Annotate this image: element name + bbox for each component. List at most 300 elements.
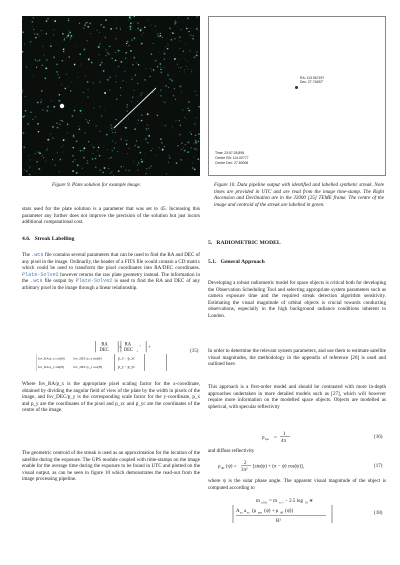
star [92, 82, 94, 84]
star [109, 90, 110, 91]
star [83, 157, 85, 159]
star [99, 32, 100, 33]
star [151, 166, 152, 167]
star [32, 119, 34, 121]
star [194, 56, 196, 58]
streak-marker [295, 86, 298, 89]
star [70, 90, 71, 91]
star [131, 79, 132, 80]
star [148, 20, 149, 21]
star [33, 76, 34, 77]
star [170, 28, 171, 29]
star [196, 28, 198, 30]
star [138, 64, 139, 65]
star [83, 147, 85, 149]
star [30, 160, 31, 161]
star [145, 138, 147, 140]
star [30, 112, 31, 113]
star [85, 76, 86, 77]
svg-text:[sin(ψ) + (π − ψ) cos(ψ)],: [sin(ψ) + (π − ψ) cos(ψ)], [253, 464, 304, 470]
star [59, 77, 60, 78]
star [187, 61, 188, 62]
star [43, 55, 44, 56]
star [137, 27, 139, 29]
star [158, 52, 159, 53]
star [180, 159, 182, 161]
star [174, 58, 176, 60]
svg-text:(ψ)): (ψ)) [285, 509, 294, 514]
star [89, 120, 90, 121]
star [37, 60, 39, 62]
star [81, 113, 82, 114]
star [189, 172, 190, 173]
star [193, 143, 194, 144]
left-paragraph-4: The geometric centroid of the streak is used as an approximation for the location of the satellite during the exposure. The GPS module coupled with time-stamps on the image enable for the average time during the exposure to be found in UTC and plotted on the visual output, as can be seen in figure 10 which demonstrates the read-out from the image processing pipeline. [22, 450, 200, 483]
star [99, 54, 100, 55]
star [114, 175, 115, 176]
star [76, 141, 77, 142]
star [50, 133, 51, 134]
star [87, 96, 88, 97]
star [186, 119, 187, 120]
ra-label: RA: 113.967497 [300, 76, 325, 80]
star [30, 41, 32, 43]
star [79, 23, 80, 24]
star [62, 121, 63, 122]
svg-text:RA: RA [124, 342, 132, 348]
star [165, 85, 167, 87]
star [138, 162, 140, 164]
star [108, 128, 109, 129]
star [130, 50, 132, 52]
star [195, 140, 197, 142]
svg-text:(ψ) =: (ψ) = [226, 464, 237, 470]
star [168, 162, 169, 163]
star [115, 119, 117, 121]
star [60, 159, 62, 161]
star [109, 46, 110, 47]
star [177, 120, 178, 121]
star [120, 27, 121, 28]
star [169, 78, 171, 80]
equation-17-math [218, 458, 358, 474]
star [55, 165, 56, 166]
svg-text:4π: 4π [281, 439, 287, 444]
star [159, 63, 161, 65]
star [114, 147, 115, 148]
star [127, 140, 128, 141]
star [131, 80, 132, 81]
star [72, 155, 73, 156]
star [87, 122, 89, 124]
star [101, 116, 102, 117]
star [155, 37, 156, 38]
star [167, 48, 169, 50]
star [134, 128, 135, 129]
star [23, 146, 25, 148]
star [146, 129, 147, 130]
star [61, 120, 62, 121]
star [147, 142, 149, 144]
star [118, 66, 119, 67]
star [126, 43, 127, 44]
star [22, 31, 24, 33]
equation-17-number: (17) [374, 463, 383, 469]
star [161, 172, 162, 173]
star [110, 157, 112, 159]
star [179, 134, 180, 135]
equation-15 [36, 338, 176, 374]
star [62, 33, 64, 35]
star [194, 148, 196, 150]
star [162, 37, 163, 38]
star [146, 68, 147, 69]
star [71, 82, 72, 83]
star [187, 69, 188, 70]
star [105, 19, 107, 21]
star [28, 174, 29, 175]
star [146, 128, 147, 129]
star [66, 37, 68, 39]
star [35, 59, 36, 60]
equation-16 [262, 430, 302, 444]
satellite-streak [114, 88, 156, 128]
star [188, 110, 190, 112]
star [22, 99, 23, 100]
star [101, 62, 103, 64]
star [140, 94, 142, 96]
star [144, 153, 145, 154]
star [178, 17, 179, 18]
star [141, 115, 142, 116]
star [180, 48, 181, 49]
star [40, 101, 42, 103]
star [130, 22, 132, 24]
star [136, 140, 137, 141]
star [62, 152, 63, 153]
star [116, 75, 117, 76]
star [37, 33, 39, 35]
star [147, 113, 149, 115]
star [98, 46, 100, 48]
star [137, 169, 138, 170]
star [88, 58, 90, 60]
star [187, 141, 189, 143]
star [118, 50, 120, 52]
star [64, 88, 66, 90]
star [116, 18, 117, 19]
star [172, 126, 173, 127]
star [85, 22, 87, 24]
svg-text:− 2.5 log: − 2.5 log [285, 499, 303, 504]
svg-text:= m: = m [269, 499, 277, 504]
star [69, 32, 71, 34]
star [68, 20, 70, 22]
star [188, 31, 189, 32]
star [33, 17, 35, 19]
star [75, 159, 76, 160]
star [192, 162, 193, 163]
star [101, 77, 102, 78]
star [127, 111, 128, 112]
star [115, 60, 116, 61]
star [42, 155, 43, 156]
star [91, 145, 92, 146]
star [77, 77, 78, 78]
star [23, 132, 25, 134]
star [104, 92, 106, 94]
star [90, 33, 91, 34]
star [115, 132, 116, 133]
star [183, 51, 185, 53]
star [172, 128, 173, 129]
star [160, 89, 162, 91]
star [133, 57, 135, 59]
star [22, 91, 23, 92]
star [29, 155, 30, 156]
star [43, 46, 44, 47]
code-wcs-2: .wcs [30, 278, 43, 285]
star [127, 153, 128, 154]
star [160, 138, 162, 140]
star [160, 33, 161, 34]
equation-15-number: (15) [190, 348, 199, 354]
star [41, 30, 42, 31]
star [92, 158, 94, 160]
star [108, 54, 109, 55]
star [144, 79, 146, 81]
star [129, 148, 130, 149]
star [114, 60, 115, 61]
star [63, 51, 64, 52]
star [151, 53, 153, 55]
star [157, 34, 158, 35]
star [111, 127, 113, 129]
star [134, 16, 135, 17]
star [149, 167, 151, 169]
star [89, 22, 91, 24]
star [180, 67, 181, 68]
star [42, 109, 43, 110]
star [105, 55, 106, 56]
star [177, 145, 179, 147]
star [187, 108, 188, 109]
star [25, 96, 26, 97]
star [191, 69, 192, 70]
star [178, 67, 179, 68]
star [148, 128, 149, 129]
star [77, 46, 78, 47]
star [116, 99, 117, 100]
star [64, 38, 65, 39]
svg-text:p_x − p_xc: p_x − p_xc [118, 356, 135, 361]
star [52, 159, 53, 160]
star [72, 170, 74, 172]
star [179, 85, 181, 87]
svg-text:=: = [119, 345, 122, 351]
star [68, 33, 70, 35]
star [83, 92, 84, 93]
star [87, 89, 88, 90]
star [103, 70, 105, 72]
star [37, 102, 39, 104]
star [61, 146, 62, 147]
star [59, 124, 60, 125]
code-wcs: .wcs [31, 252, 44, 258]
star [24, 169, 25, 170]
star [175, 120, 176, 121]
svg-text:∗: ∗ [309, 499, 314, 504]
star [191, 71, 192, 72]
star [189, 50, 191, 52]
star [151, 71, 152, 72]
star [141, 159, 142, 160]
star [110, 173, 111, 174]
star [168, 73, 169, 74]
star [74, 64, 76, 66]
star [112, 58, 113, 59]
star [176, 162, 178, 164]
star [53, 19, 54, 20]
star [198, 31, 199, 32]
star [57, 74, 59, 76]
star [184, 59, 185, 60]
star [131, 39, 133, 41]
star [134, 145, 136, 147]
star [137, 22, 139, 24]
star [162, 101, 163, 102]
star [85, 119, 86, 120]
svg-text:fov_RA/p_x cos(Θ): fov_RA/p_x cos(Θ) [37, 356, 65, 361]
star [191, 134, 192, 135]
star [164, 102, 165, 103]
right-paragraph-3: This approach is a first-order model and should be contrasted with more in-depth approaches undertaken in more detailed models such as [27], which will however require more information on the modelled space objects. Objects are modelled as spherical, with specular reflectivity [208, 384, 386, 410]
star [99, 155, 101, 157]
star [169, 157, 171, 159]
star [137, 165, 138, 166]
star [190, 28, 191, 29]
star [68, 56, 70, 58]
star [102, 171, 104, 173]
svg-text:m: m [256, 499, 260, 504]
star [101, 61, 102, 62]
star [175, 99, 176, 100]
star [181, 142, 183, 144]
star [26, 170, 28, 172]
star [33, 29, 34, 30]
star [36, 67, 37, 68]
star [72, 147, 74, 149]
star [37, 123, 39, 125]
star [104, 167, 106, 169]
star [180, 40, 181, 41]
star [175, 22, 177, 24]
star [123, 80, 124, 81]
star [162, 125, 163, 126]
star [70, 37, 72, 39]
star [181, 29, 182, 30]
svg-text:(ρ: (ρ [252, 509, 257, 514]
star [121, 166, 122, 167]
left-paragraph-3: Where fov_RA/p_x is the appropriate pixel scaling factor for the x-coordinate, obtained by dividing the angular field of view of the plate by the width in pixels of the image, and fov_DEC/p_y is the corresponding scale factor for the y-coordinate, p_x and p_y are the coordinates of the pixel and p_xc and p_yc are the coordinates of the centre of the image. [22, 381, 200, 414]
star [115, 38, 116, 39]
star [63, 144, 64, 145]
star [174, 88, 175, 89]
svg-text:so: so [240, 510, 243, 515]
star [100, 82, 101, 83]
star [196, 117, 197, 118]
star [79, 126, 80, 127]
star [127, 104, 128, 105]
star [167, 43, 168, 44]
star [125, 140, 126, 141]
star [194, 168, 195, 169]
star [82, 168, 83, 169]
star [104, 37, 106, 39]
star [99, 106, 100, 107]
star [66, 74, 67, 75]
star [187, 17, 189, 19]
star [96, 30, 97, 31]
star [155, 60, 157, 62]
figure-10-image [208, 16, 386, 176]
svg-text:ρ: ρ [218, 464, 221, 470]
svg-text:fov_RA/p_y sin(Θ): fov_RA/p_y sin(Θ) [37, 365, 65, 370]
star [116, 81, 117, 82]
star [172, 32, 174, 34]
star [190, 34, 191, 35]
star [63, 139, 65, 141]
star [181, 92, 182, 93]
star [160, 69, 161, 70]
star [137, 101, 138, 102]
star [147, 124, 148, 125]
equation-18 [232, 496, 372, 528]
star [109, 77, 110, 78]
star [24, 115, 26, 117]
star [59, 94, 61, 96]
star [196, 141, 198, 143]
svg-text:1: 1 [283, 432, 286, 437]
star [124, 127, 125, 128]
star [93, 108, 94, 109]
star [58, 44, 59, 45]
svg-text:dif: dif [280, 510, 284, 515]
star [156, 94, 157, 95]
star [132, 97, 133, 98]
star [116, 27, 118, 29]
equation-17 [218, 458, 358, 474]
svg-text:DEC: DEC [99, 347, 109, 353]
star [95, 125, 96, 126]
star [134, 90, 135, 91]
svg-text:+: + [148, 345, 151, 351]
star [115, 142, 116, 143]
star [138, 146, 140, 148]
star [57, 127, 59, 129]
star [125, 127, 127, 129]
star [73, 136, 75, 138]
svg-text:so: so [247, 510, 250, 515]
star [156, 155, 157, 156]
star [120, 61, 122, 63]
star [126, 106, 128, 108]
star [93, 153, 94, 154]
star [196, 149, 197, 150]
star [56, 122, 58, 124]
star [108, 168, 109, 169]
star [86, 40, 87, 41]
